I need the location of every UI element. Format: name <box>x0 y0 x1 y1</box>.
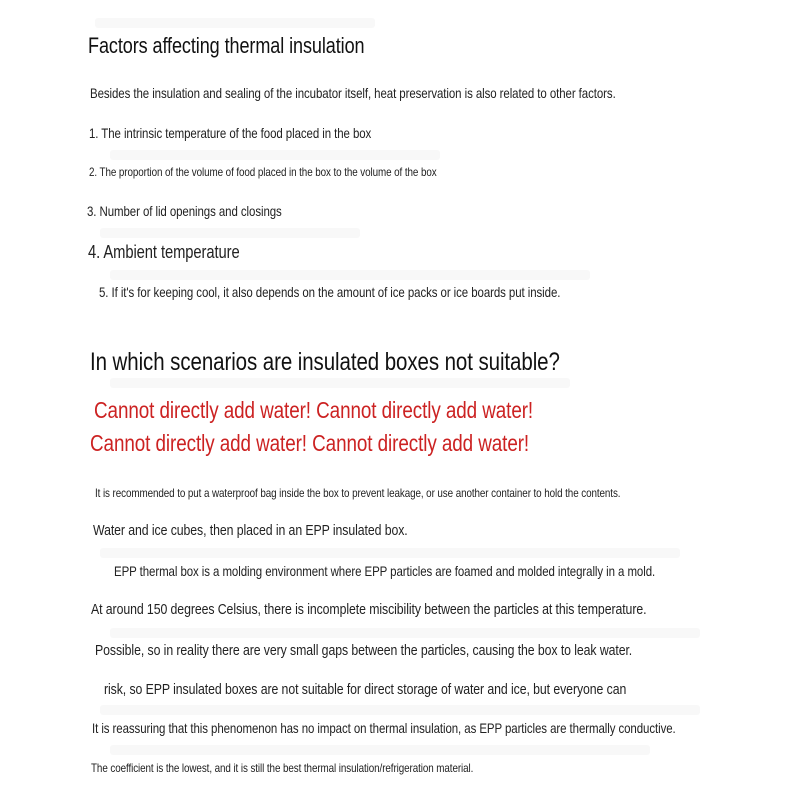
factor-item: 3. Number of lid openings and closings <box>87 203 282 219</box>
body-line: EPP thermal box is a molding environment where EPP particles are foamed and molded integrally in a mold. <box>114 563 656 579</box>
warning-line: Cannot directly add water! Cannot directly add water! <box>90 430 530 456</box>
factor-item: 2. The proportion of the volume of food placed in the box to the volume of the box <box>89 165 437 179</box>
factor-item: 4. Ambient temperature <box>88 242 240 262</box>
section-heading: In which scenarios are insulated boxes not suitable? <box>90 348 560 376</box>
body-line: It is recommended to put a waterproof bag inside the box to prevent leakage, or use another container to hold the contents. <box>95 486 621 500</box>
ghost-text-background <box>110 150 440 160</box>
factor-item: 1. The intrinsic temperature of the food placed in the box <box>89 125 372 141</box>
ghost-text-background <box>110 378 570 388</box>
body-line: Possible, so in reality there are very small gaps between the particles, causing the box to leak water. <box>95 642 633 659</box>
body-line: At around 150 degrees Celsius, there is incomplete miscibility between the particles at this temperature. <box>91 601 647 618</box>
intro-paragraph: Besides the insulation and sealing of the incubator itself, heat preservation is also related to other factors. <box>90 85 616 101</box>
warning-line: Cannot directly add water! Cannot directly add water! <box>94 397 534 423</box>
ghost-text-background <box>100 548 680 558</box>
ghost-text-background <box>110 628 700 638</box>
ghost-text-background <box>110 270 590 280</box>
body-line: Water and ice cubes, then placed in an EPP insulated box. <box>93 522 408 539</box>
body-line: The coefficient is the lowest, and it is still the best thermal insulation/refrigeration material. <box>91 761 474 775</box>
factor-item: 5. If it's for keeping cool, it also depends on the amount of ice packs or ice boards put inside. <box>99 284 561 300</box>
body-line: risk, so EPP insulated boxes are not suitable for direct storage of water and ice, but everyone can <box>104 681 627 698</box>
ghost-text-background <box>100 228 360 238</box>
section-title: Factors affecting thermal insulation <box>88 33 365 58</box>
ghost-text-background <box>110 745 650 755</box>
ghost-text-background <box>95 18 375 28</box>
body-line: It is reassuring that this phenomenon has no impact on thermal insulation, as EPP particles are thermally conductive. <box>92 720 676 736</box>
ghost-text-background <box>100 705 700 715</box>
